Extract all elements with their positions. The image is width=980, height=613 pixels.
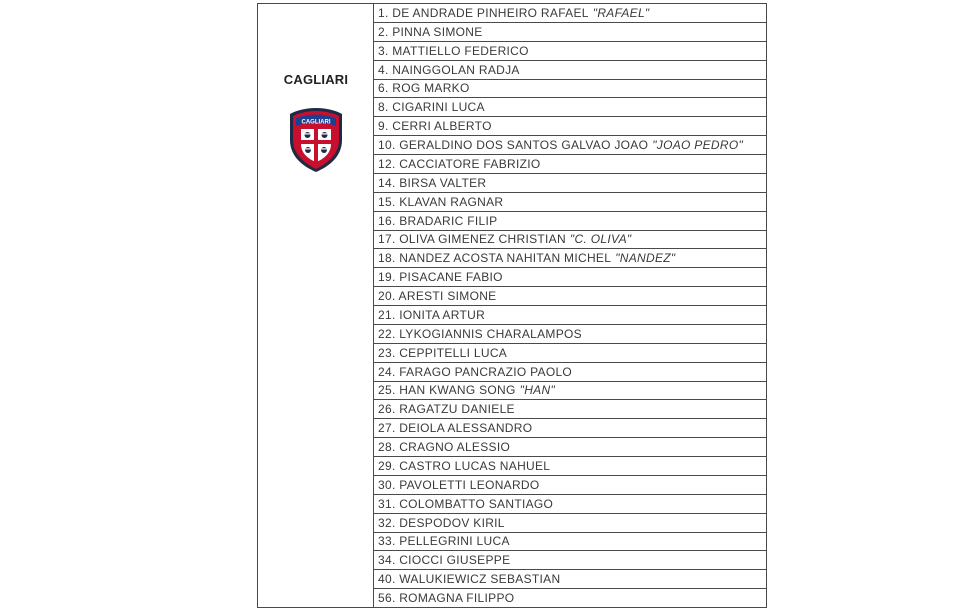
player-name: 19. PISACANE FABIO [378,270,503,285]
player-name: 10. GERALDINO DOS SANTOS GALVAO JOAO [378,138,649,153]
player-name: 16. BRADARIC FILIP [378,213,498,228]
player-row [374,80,766,99]
player-name: 4. NAINGGOLAN RADJA [378,62,520,77]
player-name: 34. CIOCCI GIUSEPPE [378,553,511,568]
player-row [374,325,766,344]
player-row [374,344,766,363]
player-row [374,23,766,42]
player-name: 1. DE ANDRADE PINHEIRO RAFAEL [378,5,589,20]
player-row [374,287,766,306]
player-name: 26. RAGATZU DANIELE [378,402,515,417]
player-name: 25. HAN KWANG SONG [378,383,516,398]
team-name: CAGLIARI [283,72,349,87]
player-row [374,438,766,457]
player-name: 17. OLIVA GIMENEZ CHRISTIAN [378,232,566,247]
player-row [374,193,766,212]
player-name: 23. CEPPITELLI LUCA [378,345,508,360]
player-row [374,514,766,533]
player-name: 8. CIGARINI LUCA [378,100,485,115]
player-nickname: "NANDEZ" [615,251,676,266]
player-name: 22. LYKOGIANNIS CHARALAMPOS [378,326,582,341]
player-row [374,249,766,268]
player-name: 18. NANDEZ ACOSTA NAHITAN MICHEL [378,251,612,266]
player-name: 56. ROMAGNA FILIPPO [378,591,515,606]
player-list [374,4,766,607]
player-nickname: "HAN" [519,383,556,398]
player-name: 28. CRAGNO ALESSIO [378,440,511,455]
player-name: 2. PINNA SIMONE [378,24,483,39]
player-row [374,363,766,382]
player-name: 3. MATTIELLO FEDERICO [378,43,529,58]
player-name: 21. IONITA ARTUR [378,307,486,322]
player-row [374,306,766,325]
player-row [374,155,766,174]
player-row [374,457,766,476]
player-name: 27. DEIOLA ALESSANDRO [378,421,533,436]
player-name: 6. ROG MARKO [378,81,470,96]
player-row [374,495,766,514]
player-row [374,382,766,401]
team-column [258,4,374,607]
player-name: 40. WALUKIEWICZ SEBASTIAN [378,572,561,587]
player-row [374,570,766,589]
player-row [374,231,766,250]
player-name: 33. PELLEGRINI LUCA [378,534,510,549]
player-name: 29. CASTRO LUCAS NAHUEL [378,458,551,473]
player-name: 12. CACCIATORE FABRIZIO [378,156,541,171]
player-row [374,419,766,438]
player-row [374,476,766,495]
player-nickname: "RAFAEL" [592,5,650,20]
player-row [374,551,766,570]
player-row [374,174,766,193]
player-row [374,42,766,61]
crest-text: CAGLIARI [301,119,331,126]
player-row [374,136,766,155]
player-name: 20. ARESTI SIMONE [378,289,497,304]
cagliari-crest-icon [287,106,345,174]
player-name: 14. BIRSA VALTER [378,175,487,190]
player-name: 31. COLOMBATTO SANTIAGO [378,496,554,511]
player-row [374,61,766,80]
player-row [374,212,766,231]
player-name: 32. DESPODOV KIRIL [378,515,505,530]
player-nickname: "JOAO PEDRO" [652,138,744,153]
player-name: 15. KLAVAN RAGNAR [378,194,504,209]
player-row [374,400,766,419]
player-row [374,4,766,23]
player-row [374,589,766,607]
player-row [374,268,766,287]
player-nickname: "C. OLIVA" [569,232,632,247]
player-row [374,98,766,117]
player-name: 30. PAVOLETTI LEONARDO [378,477,540,492]
player-row [374,533,766,552]
player-name: 24. FARAGO PANCRAZIO PAOLO [378,364,573,379]
player-row [374,117,766,136]
player-name: 9. CERRI ALBERTO [378,119,492,134]
roster-table [257,3,767,608]
